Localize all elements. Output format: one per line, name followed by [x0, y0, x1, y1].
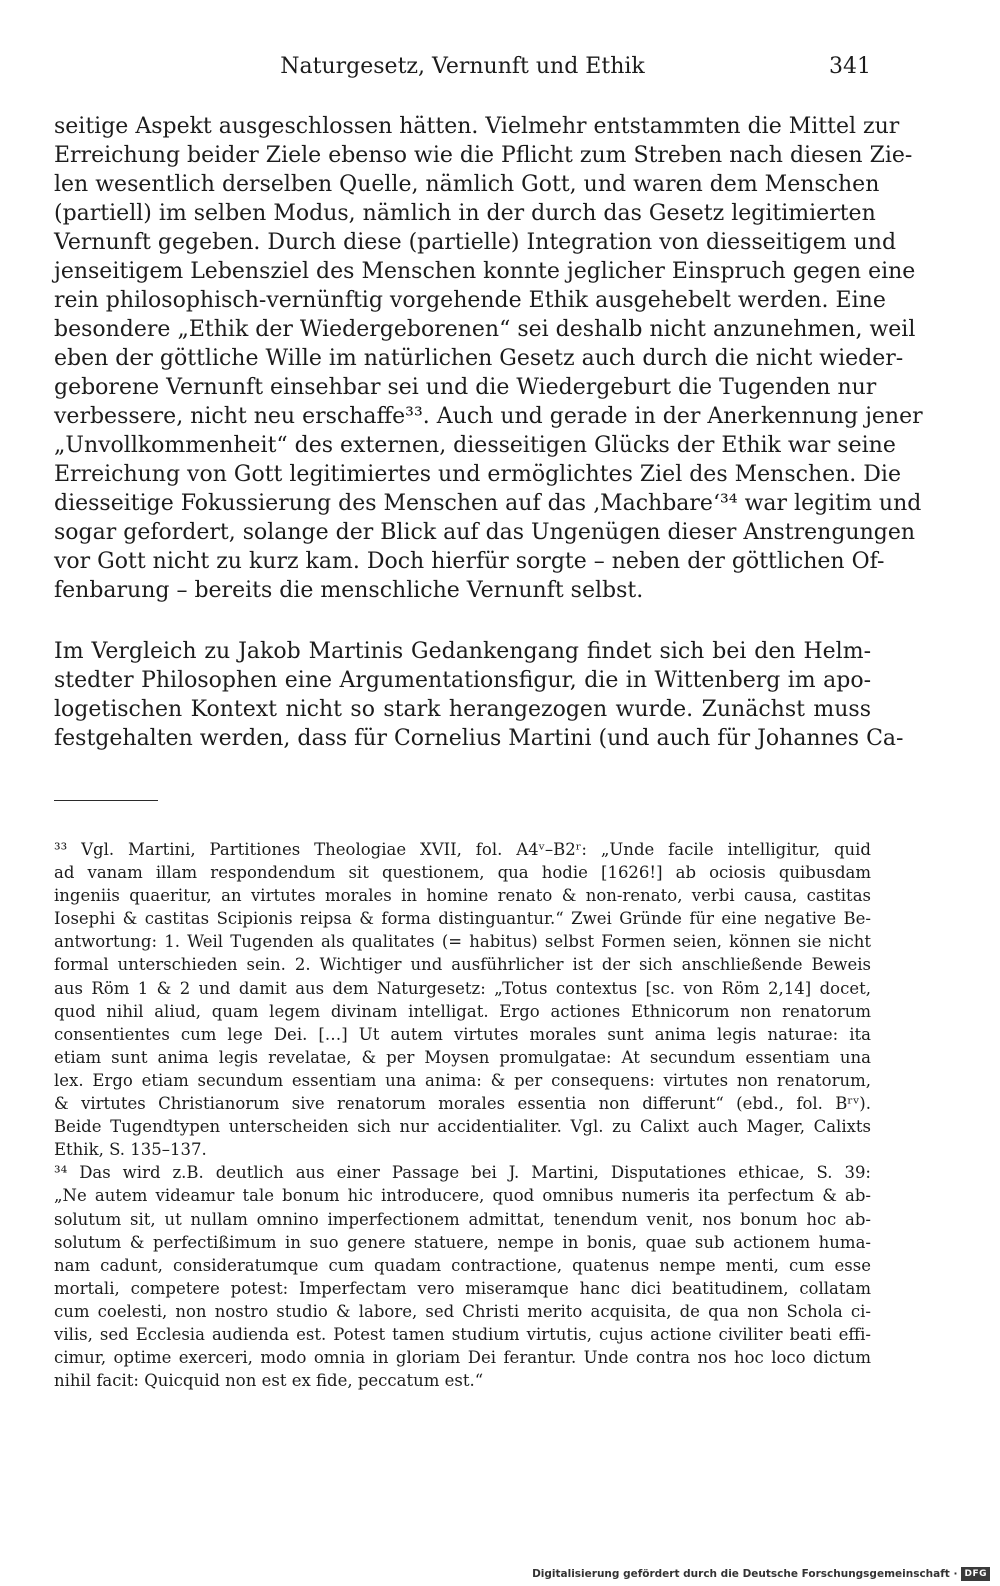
footnote-line: ³⁴ Das wird z.B. deutlich aus einer Passage bei J. Martini, Disputationes ethicae, S. 39: [54, 1163, 871, 1183]
footnote-line: cum coelesti, non nostro studio & labore, sed Christi merito acquisita, de qua non Schola ci- [54, 1301, 871, 1321]
footnote-line: Ethik, S. 135–137. [54, 1140, 207, 1160]
text-line: geborene Vernunft einsehbar sei und die Wiedergeburt die Tugenden nur [54, 375, 877, 400]
text-line: len wesentlich derselben Quelle, nämlich Gott, und waren dem Menschen [54, 172, 880, 197]
main-text [54, 112, 923, 753]
footnote-34 [54, 1161, 871, 1392]
text-line: festgehalten werden, dass für Cornelius Martini (und auch für Johannes Ca- [54, 726, 904, 751]
footnote-line: Iosephi & castitas Scipionis reipsa & forma distinguantur.“ Zwei Gründe für eine negative Be- [54, 909, 871, 929]
digitization-credit [532, 1564, 990, 1584]
text-line: stedter Philosophen eine Argumentationsfigur, die in Wittenberg im apo- [54, 668, 871, 693]
footnote-line: quod nihil aliud, quam legem divinam intelligat. Ergo actiones Ethnicorum non renatorum [54, 1001, 871, 1021]
text-line: diesseitige Fokussierung des Menschen auf das ‚Machbare‘³⁴ war legitim und [54, 491, 922, 516]
text-line: Vernunft gegeben. Durch diese (partielle) Integration von diesseitigem und [54, 230, 897, 255]
text-line: rein philosophisch-vernünftig vorgehende Ethik ausgehebelt werden. Eine [54, 288, 886, 313]
text-line: jenseitigem Lebensziel des Menschen konnte jeglicher Einspruch gegen eine [54, 259, 916, 284]
text-line: eben der göttliche Wille im natürlichen Gesetz auch durch die nicht wieder- [54, 346, 904, 371]
credit-text: Digitalisierung gefördert durch die Deutsche Forschungsgemeinschaft · [532, 1568, 958, 1580]
footnote-line: ad vanam illam respondendum sit questionem, qua hodie [1626!] ab ociosis quibusdam [54, 863, 871, 883]
footnote-line: „Ne autem videamur tale bonum hic introducere, quod omnibus numeris ita perfectum & ab- [54, 1186, 871, 1206]
text-line: sogar gefordert, solange der Blick auf das Ungenügen dieser Anstrengungen [54, 520, 916, 545]
footnote-line: cimur, optime exerceri, modo omnia in gloriam Dei ferantur. Unde contra nos hoc loco dictum [54, 1348, 871, 1368]
text-line: verbessere, nicht neu erschaffe³³. Auch und gerade in der Anerkennung jener [54, 404, 923, 429]
footnote-line: ³³ Vgl. Martini, Partitiones Theologiae XVII, fol. A4ᵛ–B2ʳ: „Unde facile intelligitur, quid [54, 840, 871, 859]
dfg-logo-icon: DFG [961, 1567, 990, 1581]
footnote-line: mortali, competere potest: Imperfectam vero miseramque hanc dici beatitudinem, collatam [54, 1278, 871, 1298]
running-title: Naturgesetz, Vernunft und Ethik [280, 54, 645, 79]
footnote-line: etiam sunt anima legis revelatae, & per Moysen promulgatae: At secundum essentiam una [54, 1047, 871, 1067]
text-line: Erreichung beider Ziele ebenso wie die Pflicht zum Streben nach diesen Zie- [54, 143, 913, 168]
footnote-line: nam cadunt, consideratumque cum quadam contractione, quatenus nempe menti, cum esse [54, 1255, 871, 1275]
footnote-line: formal unterschieden sein. 2. Wichtiger und ausführlicher ist der sich anschließende Beweis [54, 955, 871, 975]
paragraph [54, 112, 923, 605]
footnote-33 [54, 838, 871, 1161]
footnote-line: ingeniis quaeritur, an virtutes morales in homine renato & non-renato, verbi causa, castitas [54, 886, 871, 906]
text-line: (partiell) im selben Modus, nämlich in der durch das Gesetz legitimierten [54, 201, 876, 226]
footnote-line: solutum & perfectißimum in suo genere statuere, nempe in bonis, quae sub actionem huma- [54, 1232, 871, 1252]
footnote-line: Beide Tugendtypen unterscheiden sich nur accidentialiter. Vgl. zu Calixt auch Mager, Calixts [54, 1117, 871, 1137]
text-line: logetischen Kontext nicht so stark herangezogen wurde. Zunächst muss [54, 697, 871, 722]
paragraph [54, 637, 904, 753]
page-number: 341 [829, 54, 871, 79]
footnote-line: lex. Ergo etiam secundum essentiam una anima: & per consequens: virtutes non renatorum, [54, 1070, 871, 1090]
footnote-line: aus Röm 1 & 2 und damit aus dem Naturgesetz: „Totus contextus [sc. von Röm 2,14] docet, [54, 978, 871, 998]
text-line: Erreichung von Gott legitimiertes und ermöglichtes Ziel des Menschen. Die [54, 462, 901, 487]
footnotes [54, 838, 871, 1392]
text-line: besondere „Ethik der Wiedergeborenen“ sei deshalb nicht anzunehmen, weil [54, 317, 916, 342]
footnote-line: solutum sit, ut nullam omnino imperfectionem admittat, tenendum venit, nos bonum hoc ab- [54, 1209, 871, 1229]
running-head [54, 54, 871, 86]
text-line: seitige Aspekt ausgeschlossen hätten. Vielmehr entstammten die Mittel zur [54, 114, 900, 139]
footnote-line: vilis, sed Ecclesia audienda est. Potest tamen studium virtutis, cujus actione civiliter beati effi- [54, 1324, 871, 1344]
text-line: Im Vergleich zu Jakob Martinis Gedankengang findet sich bei den Helm- [54, 639, 871, 664]
footnote-separator [54, 800, 158, 801]
text-line: vor Gott nicht zu kurz kam. Doch hierfür sorgte – neben der göttlichen Of- [54, 549, 885, 574]
footnote-line: consentientes cum lege Dei. […] Ut autem virtutes morales sunt anima legis naturae: ita [54, 1024, 871, 1044]
text-line: fenbarung – bereits die menschliche Vernunft selbst. [54, 578, 644, 603]
footnote-line: antwortung: 1. Weil Tugenden als qualitates (= habitus) selbst Formen seien, können sie nicht [54, 932, 871, 952]
footnote-line: & virtutes Christianorum sive renatorum morales essentia non differunt“ (ebd., fol. Bʳᵛ). [54, 1094, 871, 1114]
footnote-line: nihil facit: Quicquid non est ex fide, peccatum est.“ [54, 1371, 484, 1391]
text-line: „Unvollkommenheit“ des externen, diesseitigen Glücks der Ethik war seine [54, 433, 896, 458]
